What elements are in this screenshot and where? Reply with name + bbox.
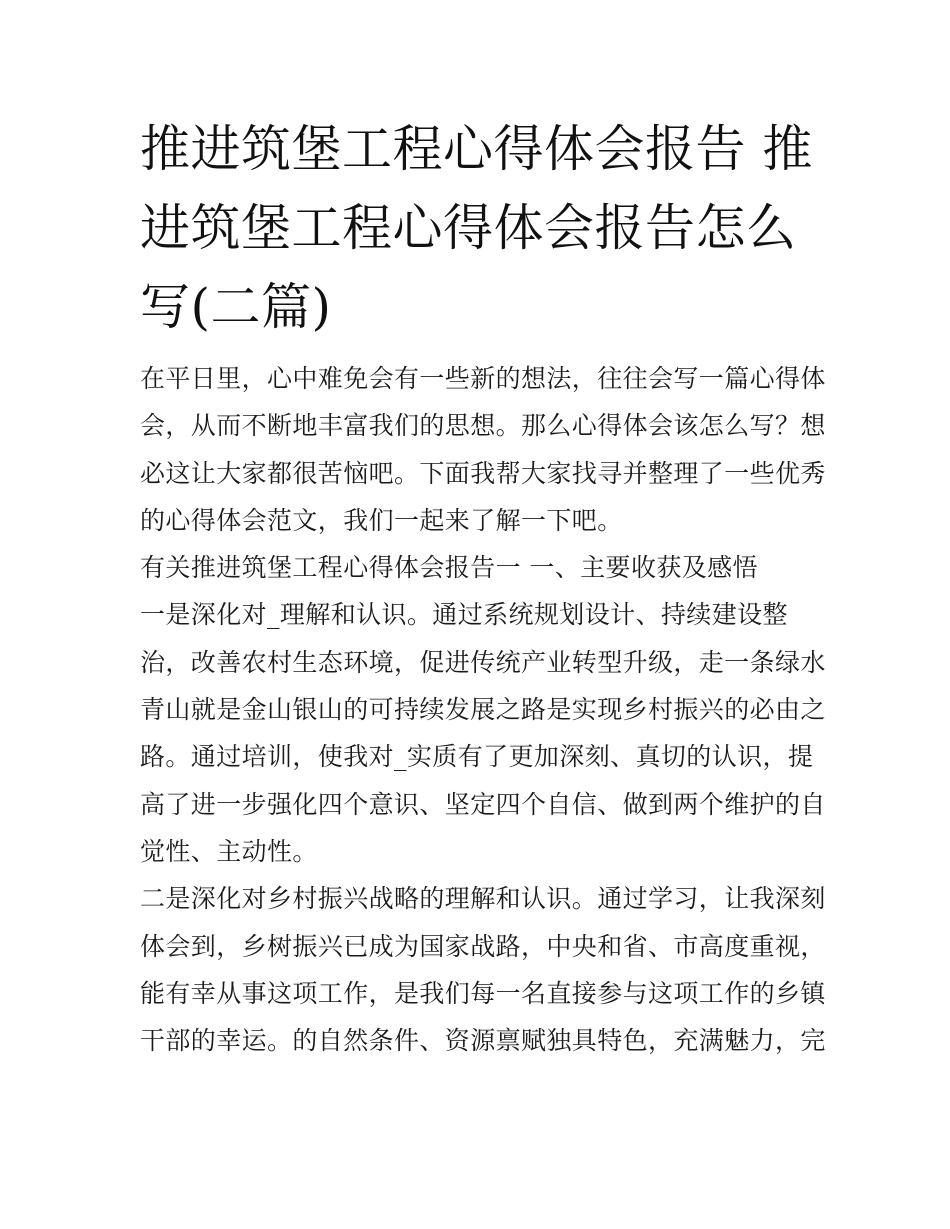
text-line: 能有幸从事这项工作，是我们每一名直接参与这项工作的乡镇 [140, 978, 826, 1008]
title-line: 推进筑堡工程心得体会报告 推 [140, 120, 813, 178]
title-line: 写(二篇) [140, 278, 332, 336]
point-one-paragraph [140, 591, 830, 875]
text-line: 路。通过培训，使我对_实质有了更加深刻、真切的认识，提 [140, 742, 814, 772]
text-line: 体会到，乡树振兴已成为国家战路，中央和省、市高度重视， [140, 931, 826, 961]
text-line: 在平日里，心中难免会有一些新的想法，往往会写一篇心得体 [140, 364, 826, 393]
text-line: 觉性、主动性。 [140, 836, 318, 866]
text-line: 必这让大家都很苦恼吧。下面我帮大家找寻并整理了一些优秀 [140, 458, 826, 488]
text-line: 干部的幸运。的自然条件、资源禀赋独具特色，充满魅力，完 [140, 1026, 826, 1056]
point-two-paragraph [140, 875, 830, 1064]
section-heading-paragraph [140, 544, 830, 591]
text-line: 有关推进筑堡工程心得体会报告一 一、主要收获及感悟 [140, 553, 758, 583]
text-line: 高了进一步强化四个意识、坚定四个自信、做到两个维护的自 [140, 789, 826, 819]
text-line: 一是深化对_理解和认识。通过系统规划设计、持续建设整 [140, 600, 788, 630]
text-line: 青山就是金山银山的可持续发展之路是实现乡村振兴的必由之 [140, 695, 826, 725]
text-line: 二是深化对乡村振兴战略的理解和认识。通过学习，让我深刻 [140, 884, 826, 914]
text-line: 会，从而不断地丰富我们的思想。那么心得体会该怎么写？想 [140, 411, 826, 441]
text-line: 治，改善农村生态环境，促进传统产业转型升级，走一条绿水 [140, 647, 826, 677]
document-body [140, 355, 830, 1064]
intro-paragraph [140, 355, 830, 544]
document-title [140, 110, 830, 347]
title-line: 进筑堡工程心得体会报告怎么 [140, 199, 797, 257]
text-line: 的心得体会范文，我们一起来了解一下吧。 [140, 505, 623, 535]
